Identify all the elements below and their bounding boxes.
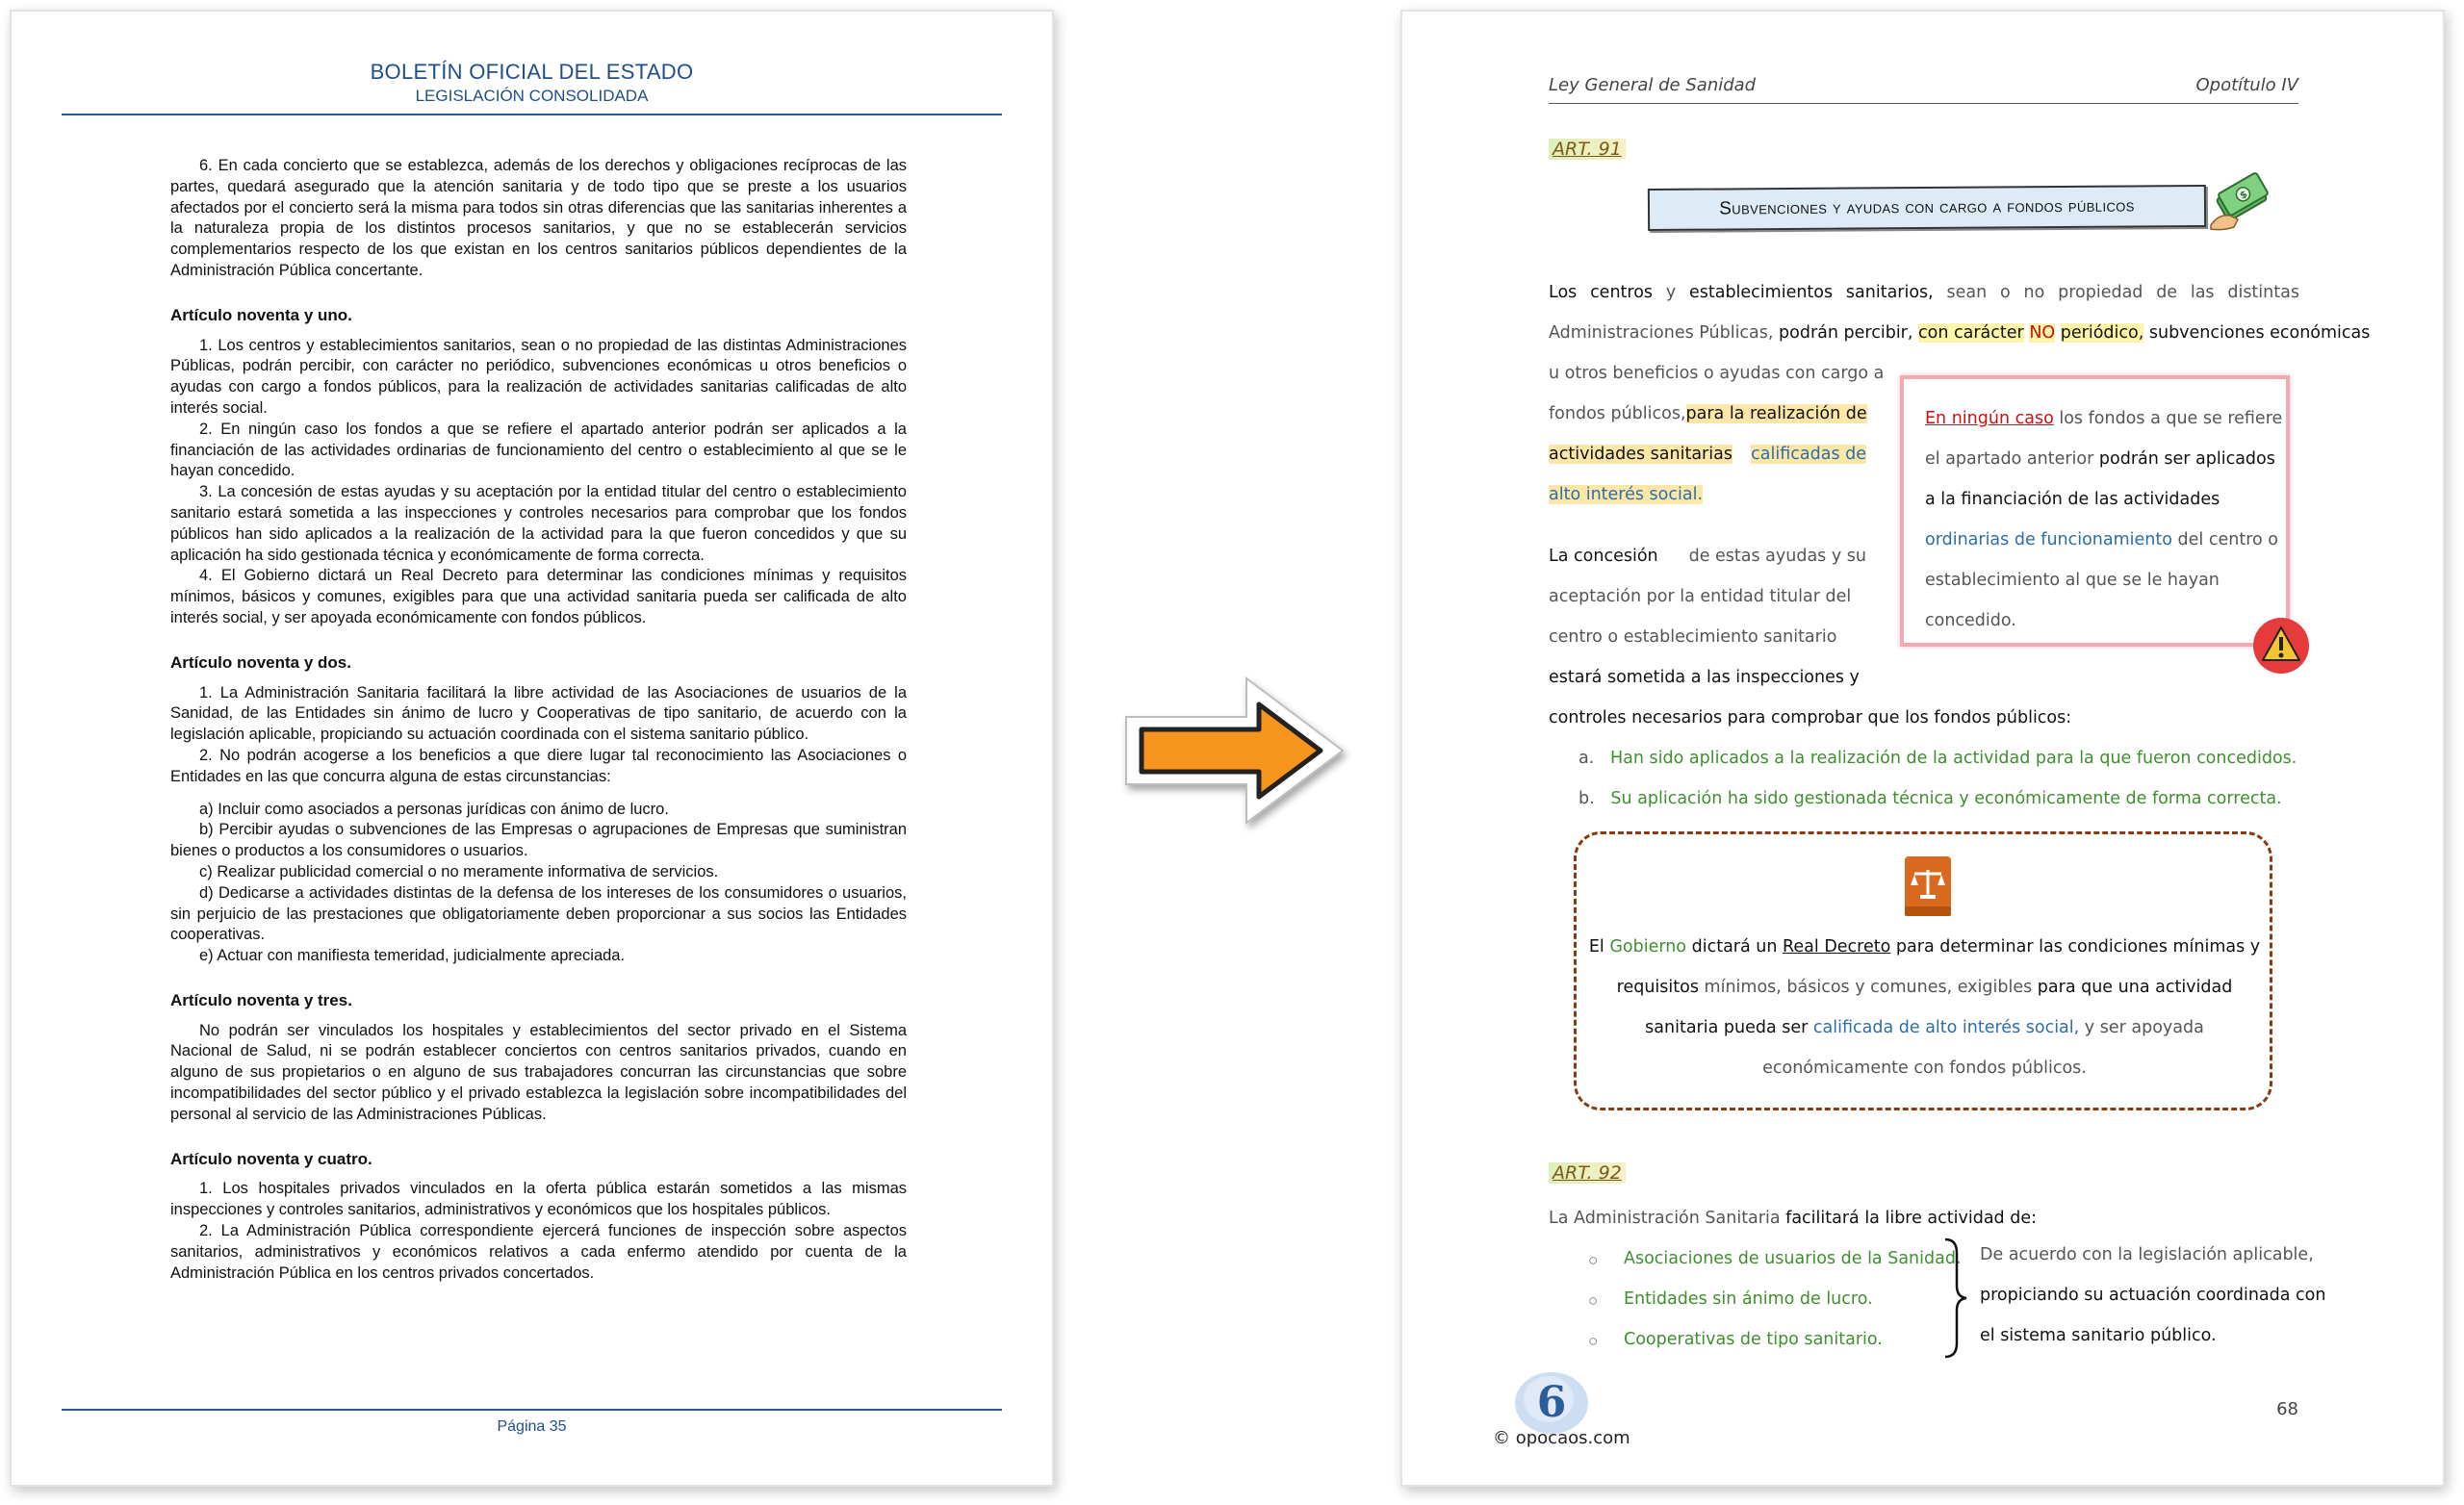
- art-91-label: ART. 91: [1549, 139, 1626, 160]
- boe-list-item: a) Incluir como asociados a personas jurídicas con ánimo de lucro.: [199, 800, 669, 818]
- boe-paragraph: 1. La Administración Sanitaria facilitará la libre actividad de las Asociaciones de usuarios de la Sanidad, de las Entidades sin ánimo de lucro y Cooperativas de tipo sanitario, de acuerdo con la legislación aplicable, propiciando su actuación coordinada con el sistema sanitario público.: [170, 683, 907, 744]
- boe-list-item: b) Percibir ayudas o subvenciones de las Empresas o agrupaciones de Empresas que suministran bienes o productos a los consumidores o usuarios.: [170, 821, 907, 860]
- intro-line-1: Los centros y establecimientos sanitarios, sean o no propiedad de las distintas: [1549, 283, 2299, 302]
- concesion-line-4: estará sometida a las inspecciones y: [1549, 668, 1860, 687]
- summary-page: [1400, 10, 2445, 1487]
- boe-paragraph: 1. Los hospitales privados vinculados en la oferta pública estarán sometidos a las mismas inspecciones y controles sanitarios, administrativos y económicos que los hospitales públicos.: [170, 1180, 907, 1219]
- warning-box: [1900, 375, 2290, 647]
- money-icon: [2209, 167, 2276, 235]
- warning-box-line-2: el apartado anterior podrán ser aplicados: [1925, 449, 2275, 469]
- intro-line-4: fondos públicos, para la realización de: [1549, 404, 1867, 423]
- header-left: Ley General de Sanidad: [1549, 75, 1757, 95]
- curly-brace-icon: [1941, 1236, 1970, 1361]
- boe-article-heading: Artículo noventa y dos.: [170, 652, 351, 672]
- concesion-line-3: centro o establecimiento sanitario: [1549, 627, 1837, 647]
- art-92-side-line-2: propiciando su actuación coordinada con: [1980, 1286, 2326, 1305]
- boe-list-item: c) Realizar publicidad comercial o no meramente informativa de servicios.: [199, 862, 719, 880]
- warning-box-line-5: establecimiento al que se le hayan: [1925, 571, 2220, 590]
- list-bullet: ○: [1588, 1251, 1599, 1269]
- real-decreto-line-2: requisitos mínimos, básicos y comunes, exigibles para que una actividad: [1616, 978, 2233, 997]
- boe-paragraph: 3. La concesión de estas ayudas y su aceptación por la entidad titular del centro o establecimiento sanitario estará sometida a las inspecciones y controles necesarios para comprobar que los fondos públicos han sido aplicados a la realización de la actividad para la que fueron concedidos y que su aplicación ha sido gestionada técnica y económicamente de forma correcta.: [170, 483, 907, 564]
- list-bullet: ○: [1588, 1291, 1599, 1310]
- art-92-intro: La Administración Sanitaria facilitará la libre actividad de:: [1549, 1209, 2037, 1228]
- art-92-item: Asociaciones de usuarios de la Sanidad.: [1624, 1249, 1962, 1268]
- boe-footer-rule: [62, 1409, 1002, 1411]
- intro-line-2: Administraciones Públicas, podrán percibir, con carácter NO periódico, subvenciones económicas: [1549, 323, 2371, 343]
- intro-line-6: alto interés social.: [1549, 485, 1704, 504]
- art-92-side-line-1: De acuerdo con la legislación aplicable,: [1980, 1245, 2314, 1264]
- real-decreto-line-4: económicamente con fondos públicos.: [1762, 1059, 2087, 1078]
- boe-list-item: d) Dedicarse a actividades distintas de la defensa de los intereses de los consumidores o usuarios, sin perjuicio de las prestaciones que obligatoriamente deben proporcionar a sus socios las Entidades cooperativas.: [170, 883, 907, 944]
- boe-title: BOLETÍN OFICIAL DEL ESTADO: [370, 60, 694, 84]
- section-banner: Subvenciones y ayudas con cargo a fondos públicos: [1648, 185, 2206, 231]
- concesion-line-1: La concesión de estas ayudas y su: [1549, 547, 1866, 566]
- boe-paragraph: No podrán ser vinculados los hospitales y establecimientos del sector privado en el Sistema Nacional de Salud, ni se podrán establecer conciertos con centros sanitarios privados, cuando en alguno de sus propietarios o en alguno de sus trabajadores concurran las circunstancias que sobre incompatibilidades del sector público y el privado establezca la legislación sobre incompatibilidades del personal al servicio de las Administraciones Públicas.: [170, 1021, 907, 1123]
- header-rule: [1549, 103, 2298, 104]
- boe-article-heading: Artículo noventa y tres.: [170, 990, 352, 1009]
- opocaos-logo: [1510, 1366, 1593, 1436]
- art-92-side-line-3: el sistema sanitario público.: [1980, 1326, 2217, 1345]
- boe-paragraph: 1. Los centros y establecimientos sanitarios, sean o no propiedad de las distintas Administraciones Públicas, podrán percibir, con carácter no periódico, subvenciones económicas u otros beneficios o ayudas con cargo a fondos públicos, para la realización de actividades sanitarias calificadas de alto interés social.: [170, 336, 907, 417]
- boe-paragraph: 2. En ningún caso los fondos a que se refiere el apartado anterior podrán ser aplicados a la financiación de las actividades ordinarias de funcionamiento del centro o establecimiento al que se le hayan concedido.: [170, 420, 907, 480]
- boe-article-heading: Artículo noventa y cuatro.: [170, 1149, 372, 1168]
- boe-paragraph: 6. En cada concierto que se establezca, además de los derechos y obligaciones recíprocas de las partes, quedará asegurado que la atención sanitaria y de todo tipo que se preste a los usuarios afectados por el concierto será la misma para todos sin otras diferencias que las sanitarias inherentes a la naturaleza propia de los distintos procesos sanitarios, y que no se establecerán servicios complementarios respecto de los que existan en los centros sanitarios públicos dependientes de la Administración Pública concertante.: [170, 157, 907, 279]
- real-decreto-line-3: sanitaria pueda ser calificada de alto interés social, y ser apoyada: [1645, 1018, 2204, 1037]
- header-right: Opotítulo IV: [2195, 75, 2298, 95]
- page-number: 68: [2276, 1399, 2298, 1419]
- list-bullet: ○: [1588, 1332, 1599, 1350]
- warning-box-line-6: concedido.: [1925, 611, 2016, 630]
- svg-text:6: 6: [1536, 1378, 1567, 1427]
- intro-line-5: actividades sanitarias calificadas de: [1549, 445, 1866, 464]
- warning-box-line-4: ordinarias de funcionamiento del centro o: [1925, 530, 2278, 549]
- boe-list-item: e) Actuar con manifiesta temeridad, judicialmente apreciada.: [199, 947, 626, 965]
- condition-b: b. Su aplicación ha sido gestionada técnica y económicamente de forma correcta.: [1578, 789, 2282, 808]
- art-92-label: ART. 92: [1549, 1162, 1626, 1184]
- boe-header-rule: [62, 114, 1002, 115]
- boe-paragraph: 4. El Gobierno dictará un Real Decreto para determinar las condiciones mínimas y requisitos mínimos, básicos y comunes, exigibles para que una actividad sanitaria pueda ser calificada de alto interés social, y ser apoyada económicamente con fondos públicos.: [170, 567, 907, 626]
- boe-article-heading: Artículo noventa y uno.: [170, 305, 352, 324]
- concesion-line-2: aceptación por la entidad titular del: [1549, 587, 1852, 606]
- law-book-icon: [1901, 855, 1955, 918]
- art-92-item: Cooperativas de tipo sanitario.: [1624, 1330, 1883, 1349]
- boe-body: [170, 156, 907, 1284]
- boe-page: [10, 10, 1054, 1487]
- concesion-line-5: controles necesarios para comprobar que los fondos públicos:: [1549, 708, 2072, 727]
- warning-icon: [2251, 616, 2311, 676]
- copyright: © opocaos.com: [1493, 1428, 1630, 1448]
- real-decreto-line-1: El Gobierno dictará un Real Decreto para determinar las condiciones mínimas y: [1588, 937, 2261, 957]
- condition-a: a. Han sido aplicados a la realización de la actividad para la que fueron concedidos.: [1578, 749, 2297, 768]
- art-92-item: Entidades sin ánimo de lucro.: [1624, 1289, 1873, 1309]
- boe-subtitle: LEGISLACIÓN CONSOLIDADA: [415, 87, 649, 105]
- arrow-right-icon: [1107, 664, 1367, 837]
- boe-paragraph: 2. La Administración Pública correspondiente ejercerá funciones de inspección sobre aspectos sanitarios, administrativos y económicos relativos a cada enfermo atendido por cuenta de la Administración Pública en los centros privados concertados.: [170, 1222, 907, 1282]
- boe-paragraph: 2. No podrán acogerse a los beneficios a que diere lugar tal reconocimiento las Asociaciones o Entidades en las que concurra alguna de estas circunstancias:: [170, 746, 907, 785]
- warning-box-line-3: a la financiación de las actividades: [1925, 490, 2220, 509]
- boe-page-number: Página 35: [497, 1418, 567, 1435]
- warning-box-line-1: En ningún caso los fondos a que se refiere: [1925, 409, 2283, 428]
- svg-text:$: $: [2238, 189, 2249, 202]
- intro-line-3: u otros beneficios o ayudas con cargo a: [1549, 364, 1885, 383]
